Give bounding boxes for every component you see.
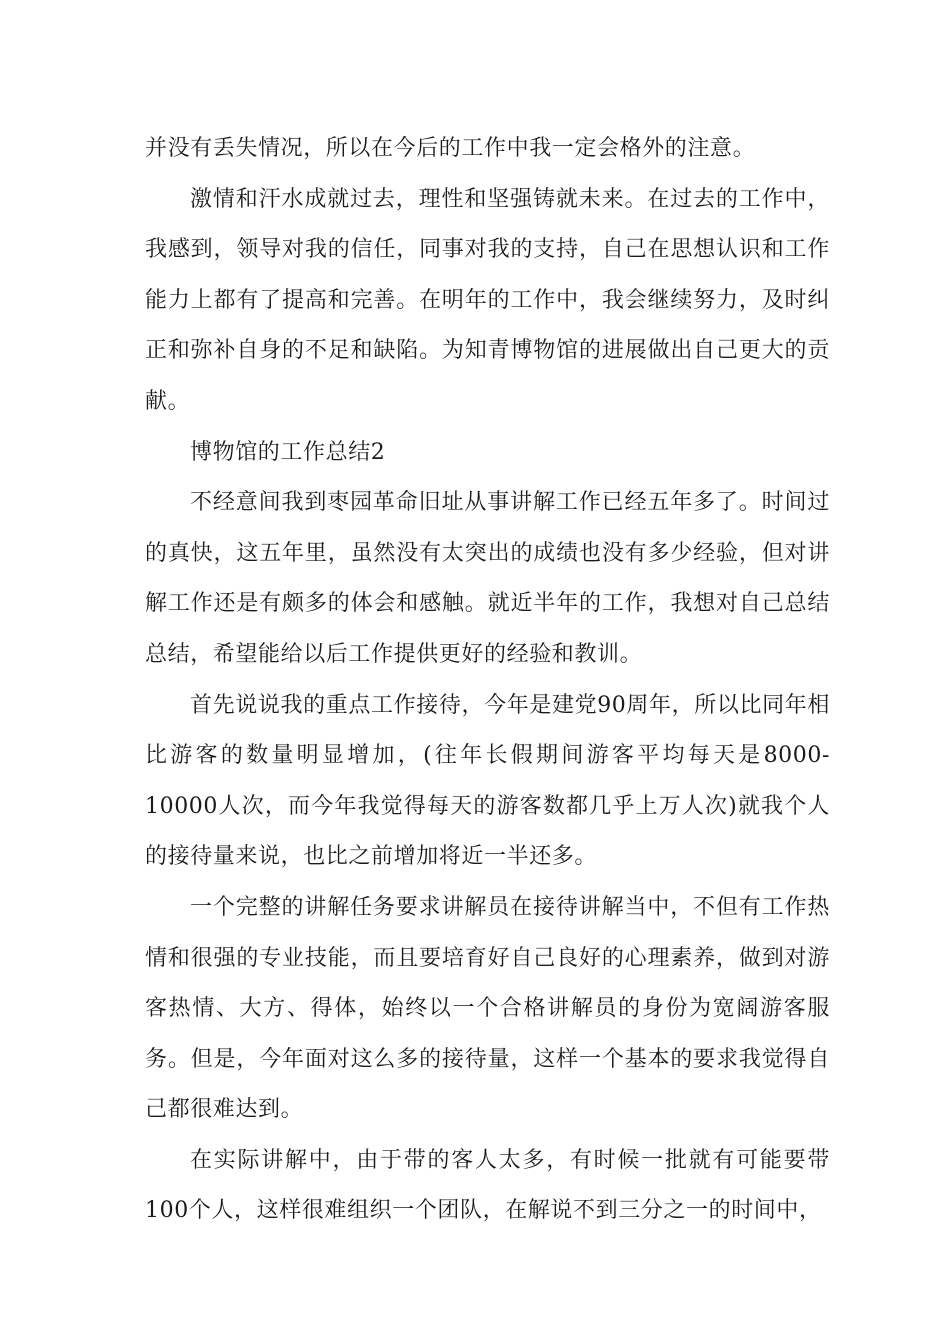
section-heading: 博物馆的工作总结2 [190, 439, 386, 465]
paragraph-intro: 不经意间我到枣园革命旧址从事讲解工作已经五年多了。时间过的真快，这五年里，虽然没有太突出的成绩也没有多少经验，但对讲解工作还是有颇多的体会和感触。就近半年的工作，我想对自己总结总结，希望能给以后工作提供更好的经验和教训。 [145, 490, 830, 667]
paragraph-practice: 在实际讲解中，由于带的客人太多，有时候一批就有可能要带100个人，这样很难组织一个团队，在解说不到三分之一的时间中， [145, 1147, 830, 1224]
paragraph-continuation: 并没有丢失情况，所以在今后的工作中我一定会格外的注意。 [145, 136, 756, 161]
paragraph-requirements: 一个完整的讲解任务要求讲解员在接待讲解当中，不但有工作热情和很强的专业技能，而且要培育好自己良好的心理素养，做到对游客热情、大方、得体，始终以一个合格讲解员的身份为宽阔游客服务。但是，今年面对这么多的接待量，这样一个基本的要求我觉得自己都很难达到。 [145, 894, 830, 1123]
document-body [145, 124, 830, 1237]
paragraph-conclusion: 激情和汗水成就过去，理性和坚强铸就未来。在过去的工作中，我感到，领导对我的信任，同事对我的支持，自己在思想认识和工作能力上都有了提高和完善。在明年的工作中，我会继续努力，及时纠正和弥补自身的不足和缺陷。为知青博物馆的进展做出自己更大的贡献。 [145, 186, 830, 414]
paragraph-reception: 首先说说我的重点工作接待，今年是建党90周年，所以比同年相比游客的数量明显增加，(往年长假期间游客平均每天是8000-10000人次，而今年我觉得每天的游客数都几乎上万人次)就我个人的接待量来说，也比之前增加将近一半还多。 [145, 692, 830, 870]
